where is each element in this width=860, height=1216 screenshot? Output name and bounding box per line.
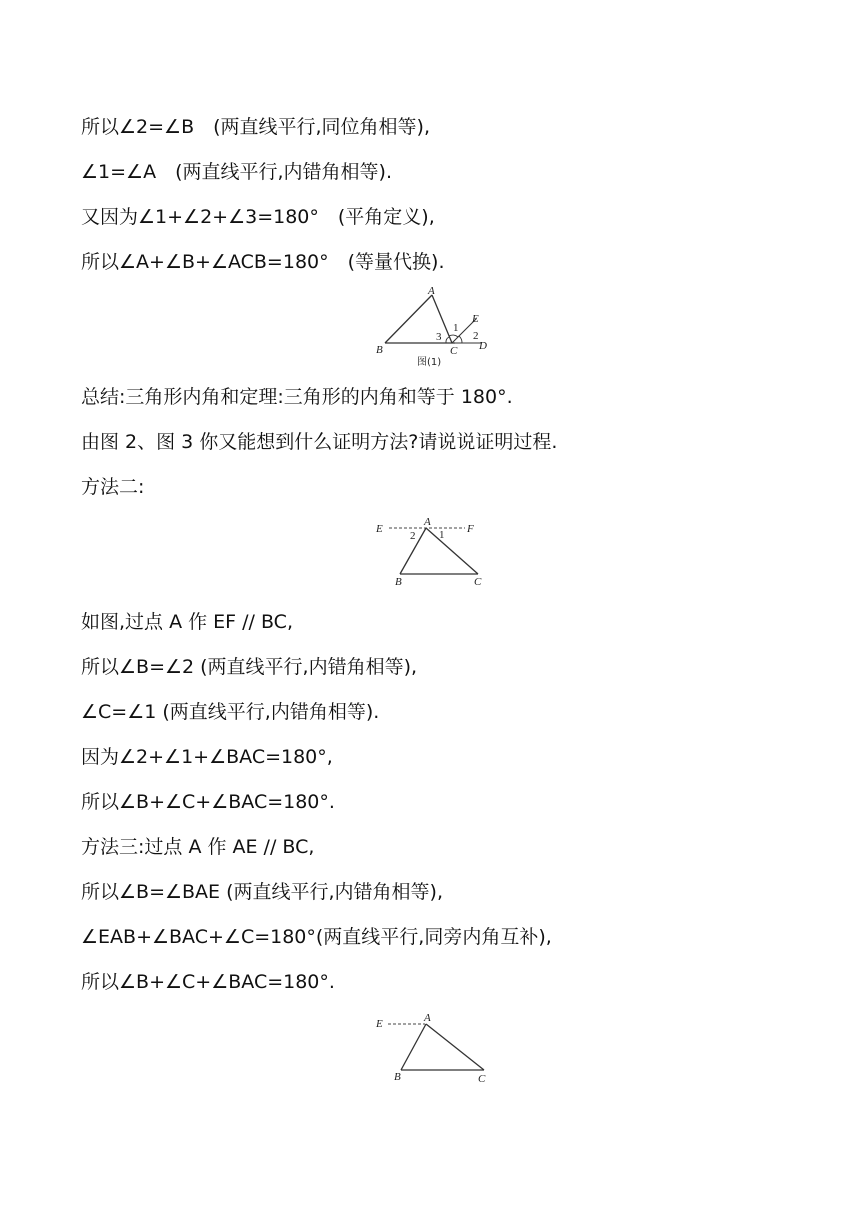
angle-arc-1 [449, 335, 458, 337]
label-b: B [376, 344, 383, 356]
label-1: 1 [439, 529, 445, 541]
summary-line: 总结:三角形内角和定理:三角形的内角和等于 180°. [81, 386, 513, 408]
angle-arc-3 [446, 337, 449, 343]
label-c: C [474, 576, 482, 588]
method-heading: 方法三:过点 A 作 AE // BC, [81, 836, 315, 858]
proof-line: 所以∠B+∠C+∠BAC=180°. [81, 791, 335, 813]
label-d: D [479, 340, 487, 352]
label-e: E [472, 313, 479, 325]
figure-2 [372, 514, 492, 590]
label-3: 3 [436, 331, 442, 343]
label-a: A [424, 516, 431, 528]
proof-line: ∠EAB+∠BAC+∠C=180°(两直线平行,同旁内角互补), [81, 926, 552, 948]
label-b: B [394, 1071, 401, 1083]
proof-line: 所以∠A+∠B+∠ACB=180° (等量代换). [81, 251, 445, 273]
question-line: 由图 2、图 3 你又能想到什么证明方法?请说说证明过程. [81, 431, 558, 453]
label-e: E [376, 523, 383, 535]
segment-ab [385, 295, 432, 343]
method-heading: 方法二: [81, 476, 145, 498]
label-c: C [450, 345, 458, 357]
label-f: F [467, 523, 474, 535]
segment-ab [401, 1024, 426, 1070]
proof-line: 如图,过点 A 作 EF // BC, [81, 611, 293, 633]
label-e: E [376, 1018, 383, 1030]
proof-line: ∠1=∠A (两直线平行,内错角相等). [81, 161, 392, 183]
proof-line: 所以∠B+∠C+∠BAC=180°. [81, 971, 335, 993]
label-1: 1 [453, 322, 459, 334]
proof-line: ∠C=∠1 (两直线平行,内错角相等). [81, 701, 380, 723]
label-2: 2 [473, 330, 479, 342]
proof-line: 所以∠B=∠2 (两直线平行,内错角相等), [81, 656, 418, 678]
segment-ac [426, 1024, 484, 1070]
proof-line: 又因为∠1+∠2+∠3=180° (平角定义), [81, 206, 435, 228]
proof-line: 所以∠2=∠B (两直线平行,同位角相等), [81, 116, 431, 138]
label-2: 2 [410, 530, 416, 542]
figure-1 [370, 285, 500, 370]
label-b: B [395, 576, 402, 588]
proof-line: 所以∠B=∠BAE (两直线平行,内错角相等), [81, 881, 444, 903]
label-a: A [424, 1012, 431, 1024]
figure-caption: 图(1) [417, 357, 442, 368]
angle-arc-2 [459, 336, 462, 343]
figure-3 [372, 1009, 492, 1087]
label-a: A [428, 285, 435, 297]
proof-line: 因为∠2+∠1+∠BAC=180°, [81, 746, 333, 768]
label-c: C [478, 1073, 486, 1085]
